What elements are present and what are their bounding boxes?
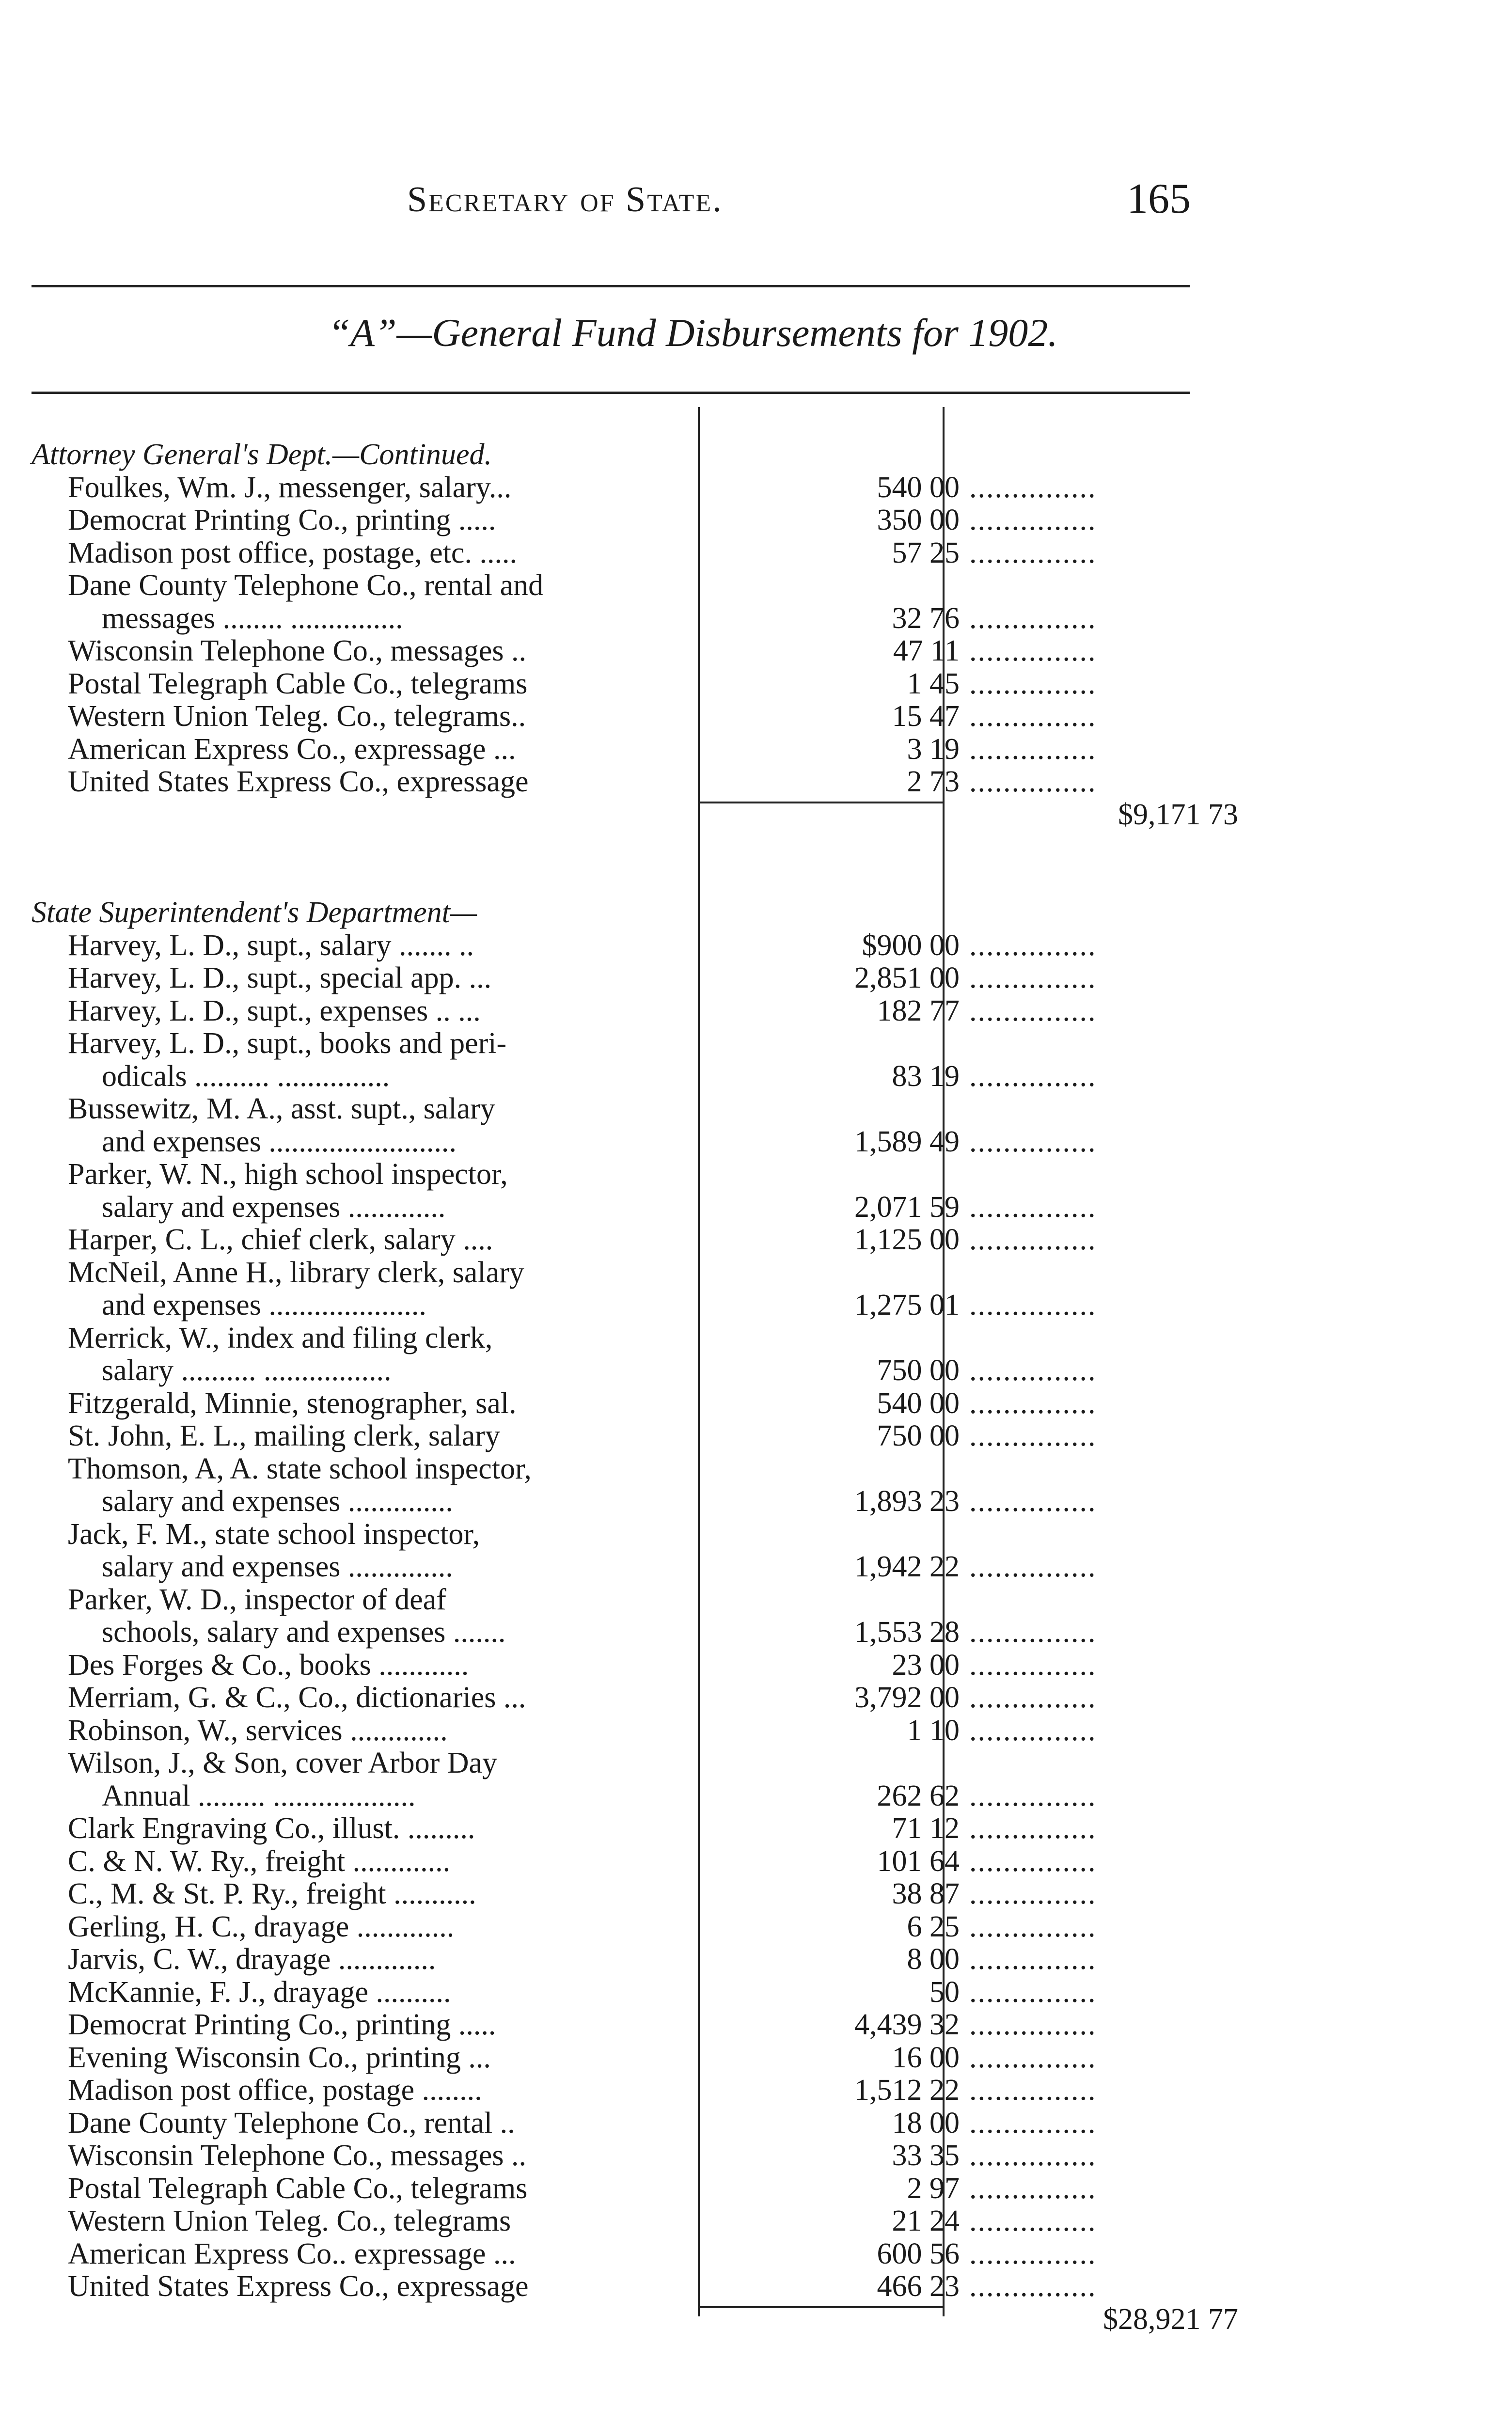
ledger-row (27, 1027, 1485, 1060)
entry-description (68, 537, 695, 570)
entry-text: Thomson, A, A. state school inspector, (68, 1453, 536, 1485)
entry-text: Wilson, J., & Son, cover Arbor Day (68, 1747, 502, 1779)
entry-description (68, 668, 695, 701)
ledger-row (27, 1584, 1485, 1617)
leader-dots: ............... (969, 471, 1097, 504)
entry-description (68, 1453, 695, 1486)
subtotal-rule (698, 802, 943, 803)
entry-description-continued (102, 1551, 695, 1584)
entry-text: Harvey, L. D., supt., expenses .. ... (68, 995, 486, 1027)
entry-text: Merrick, W., index and filing clerk, (68, 1322, 497, 1354)
ledger-row (27, 1715, 1485, 1747)
entry-text: McKannie, F. J., drayage .......... (68, 1976, 456, 2009)
leader-dots: ............... (969, 2205, 1097, 2237)
ledger-row (27, 1158, 1485, 1191)
entry-text: Merriam, G. & C., Co., dictionaries ... (68, 1682, 531, 1714)
entry-text: Evening Wisconsin Co., printing ... (68, 2042, 496, 2074)
entry-description (68, 1682, 695, 1715)
entry-description (68, 1387, 695, 1420)
entry-amount: 8 00 (907, 1943, 960, 1976)
entry-description (68, 995, 695, 1028)
section-heading: Attorney General's Dept.—Continued. (32, 438, 492, 471)
leader-dots: ............... (969, 1420, 1097, 1452)
entry-text: C. & N. W. Ry., freight ............. (68, 1845, 455, 1878)
entry-description (68, 2205, 695, 2238)
entry-amount: 750 00 (877, 1354, 960, 1387)
entry-text: salary .......... ................. (102, 1354, 396, 1387)
entry-description-continued (102, 1616, 695, 1649)
ledger-row (27, 766, 1485, 799)
entry-amount: 32 76 (892, 601, 960, 635)
entry-amount: 38 87 (892, 1877, 960, 1910)
ledger-row (27, 1257, 1485, 1290)
ledger-row (27, 1420, 1485, 1453)
entry-amount: 1,512 22 (854, 2074, 960, 2107)
ledger-row (27, 1485, 1485, 1518)
leader-dots: ............... (969, 733, 1097, 766)
entry-text: Western Union Teleg. Co., telegrams (68, 2205, 516, 2237)
entry-text: Harvey, L. D., supt., special app. ... (68, 962, 496, 994)
entry-text: salary and expenses ............. (102, 1191, 450, 1224)
entry-description (68, 2042, 695, 2075)
entry-amount: 2 73 (907, 765, 960, 798)
entry-description-continued (102, 1191, 695, 1224)
entry-description (68, 635, 695, 668)
entry-description (68, 1257, 695, 1290)
entry-description (68, 1747, 695, 1780)
table-title: “A”—General Fund Disbursements for 1902. (328, 311, 1058, 355)
title-rule (32, 392, 1190, 394)
entry-amount: 1,942 22 (854, 1550, 960, 1583)
entry-amount: 1,553 28 (854, 1616, 960, 1649)
ledger-row (27, 635, 1485, 668)
section-heading: State Superintendent's Department— (32, 896, 477, 929)
entry-description (68, 1322, 695, 1355)
ledger-row (27, 1191, 1485, 1224)
entry-amount: 71 12 (892, 1812, 960, 1845)
entry-text: Harper, C. L., chief clerk, salary .... (68, 1224, 498, 1256)
ledger-row (27, 2107, 1485, 2140)
entry-amount: 16 00 (892, 2041, 960, 2074)
entry-text: Western Union Teleg. Co., telegrams.. (68, 700, 531, 733)
entry-text: Parker, W. D., inspector of deaf (68, 1584, 451, 1616)
entry-text: C., M. & St. P. Ry., freight ........... (68, 1878, 481, 1910)
leader-dots: ............... (969, 1616, 1097, 1649)
entry-description (68, 1715, 695, 1747)
entry-amount: 50 (929, 1975, 960, 2009)
entry-text: schools, salary and expenses ....... (102, 1616, 510, 1649)
entry-amount: 15 47 (892, 700, 960, 733)
leader-dots: ............... (969, 766, 1097, 798)
entry-amount: 83 19 (892, 1059, 960, 1093)
entry-description (68, 2238, 695, 2271)
entry-amount: 600 56 (877, 2237, 960, 2270)
leader-dots: ............... (969, 1551, 1097, 1583)
ledger-row (27, 1682, 1485, 1715)
entry-text: Parker, W. N., high school inspector, (68, 1158, 513, 1191)
entry-description (68, 2009, 695, 2042)
entry-amount: 2,071 59 (854, 1190, 960, 1224)
ledger-row (27, 2172, 1485, 2205)
entry-description (68, 766, 695, 799)
leader-dots: ............... (969, 536, 1097, 569)
ledger-row (27, 1911, 1485, 1944)
ledger-row (27, 995, 1485, 1028)
ledger-row (27, 2009, 1485, 2042)
entry-amount: 47 11 (893, 634, 960, 667)
entry-amount: 4,439 32 (854, 2008, 960, 2041)
entry-description-continued (102, 1126, 695, 1159)
ledger-row (27, 1453, 1485, 1486)
entry-description (68, 1518, 695, 1551)
ledger-row (27, 1812, 1485, 1845)
ledger-row (27, 733, 1485, 766)
leader-dots: ............... (969, 1714, 1097, 1747)
entry-description-continued (102, 1485, 695, 1518)
leader-dots: ............... (969, 602, 1097, 635)
entry-text: and expenses ..................... (102, 1289, 431, 1322)
leader-dots: ............... (969, 1354, 1097, 1387)
entry-text: Democrat Printing Co., printing ..... (68, 2009, 501, 2041)
page-number: 165 (1127, 175, 1191, 222)
ledger-row (27, 2074, 1485, 2107)
running-title: Secretary of State. (407, 180, 723, 220)
entry-description (68, 1911, 695, 1944)
entry-text: salary and expenses .............. (102, 1551, 458, 1583)
leader-dots: ............... (969, 2172, 1097, 2205)
leader-dots: ............... (969, 1845, 1097, 1878)
leader-dots: ............... (969, 1485, 1097, 1518)
ledger-row (27, 962, 1485, 995)
top-rule (32, 285, 1190, 287)
entry-text: McNeil, Anne H., library clerk, salary (68, 1257, 529, 1289)
section-total: $9,171 73 (1118, 798, 1238, 831)
entry-description (68, 504, 695, 537)
leader-dots: ............... (969, 2140, 1097, 2172)
ledger-row (27, 1649, 1485, 1682)
ledger-row (27, 1126, 1485, 1159)
leader-dots: ............... (969, 667, 1097, 700)
entry-text: Postal Telegraph Cable Co., telegrams (68, 668, 532, 700)
leader-dots: ............... (969, 1060, 1097, 1093)
ledger-row (27, 1093, 1485, 1126)
entry-text: Postal Telegraph Cable Co., telegrams (68, 2172, 532, 2205)
entry-description (68, 472, 695, 504)
running-head (0, 174, 1512, 233)
entry-amount: 1,125 00 (854, 1223, 960, 1256)
entry-text: Bussewitz, M. A., asst. supt., salary (68, 1093, 500, 1125)
ledger-row (27, 2205, 1485, 2238)
ledger-row (27, 2042, 1485, 2075)
entry-text: Jack, F. M., state school inspector, (68, 1518, 485, 1551)
entry-text: Dane County Telephone Co., rental .. (68, 2107, 520, 2140)
entry-amount: 23 00 (892, 1648, 960, 1682)
ledger-row (27, 700, 1485, 733)
ledger-row (27, 1780, 1485, 1813)
leader-dots: ............... (969, 2107, 1097, 2140)
leader-dots: ............... (969, 2237, 1097, 2270)
ledger-row (27, 602, 1485, 635)
leader-dots: ............... (969, 635, 1097, 667)
leader-dots: ............... (969, 1289, 1097, 1322)
leader-dots: ............... (969, 2041, 1097, 2074)
ledger-row (27, 504, 1485, 537)
leader-dots: ............... (969, 2074, 1097, 2107)
leader-dots: ............... (969, 1649, 1097, 1682)
entry-amount: 1,275 01 (854, 1289, 960, 1322)
ledger-row (27, 2140, 1485, 2172)
entry-description (68, 2172, 695, 2205)
subtotal-rule (698, 2306, 943, 2308)
entry-description (68, 1158, 695, 1191)
entry-description (68, 700, 695, 733)
entry-text: American Express Co.. expressage ... (68, 2238, 521, 2270)
leader-dots: ............... (969, 1812, 1097, 1845)
ledger-row (27, 569, 1485, 602)
leader-dots: ............... (969, 1224, 1097, 1256)
entry-description (68, 569, 695, 602)
entry-amount: 750 00 (877, 1419, 960, 1452)
leader-dots: ............... (969, 1943, 1097, 1976)
entry-text: United States Express Co., expressage (68, 766, 533, 798)
entry-description (68, 962, 695, 995)
entry-text: American Express Co., expressage ... (68, 733, 521, 766)
section-total-row (27, 2303, 1485, 2336)
entry-text: Dane County Telephone Co., rental and (68, 569, 548, 602)
entry-description-continued (102, 602, 695, 635)
entry-text: messages ........ ............... (102, 602, 408, 635)
ledger-row (27, 1551, 1485, 1584)
leader-dots: ............... (969, 700, 1097, 733)
entry-amount: 1 10 (907, 1714, 960, 1747)
entry-amount: 21 24 (892, 2204, 960, 2237)
entry-description (68, 1584, 695, 1617)
entry-amount: 350 00 (877, 503, 960, 536)
entry-text: Harvey, L. D., supt., books and peri- (68, 1027, 511, 1060)
ledger-row (27, 1322, 1485, 1355)
entry-description (68, 1420, 695, 1453)
entry-text: Gerling, H. C., drayage ............. (68, 1911, 459, 1943)
entry-description (68, 1812, 695, 1845)
leader-dots: ............... (969, 2009, 1097, 2041)
entry-description (68, 1093, 695, 1126)
entry-text: Des Forges & Co., books ............ (68, 1649, 473, 1682)
leader-dots: ............... (969, 1125, 1097, 1158)
entry-text: Foulkes, Wm. J., messenger, salary... (68, 472, 516, 504)
entry-amount: 101 64 (877, 1844, 960, 1878)
ledger-row (27, 1060, 1485, 1093)
entry-description (68, 1845, 695, 1878)
leader-dots: ............... (969, 994, 1097, 1027)
entry-description (68, 1649, 695, 1682)
ledger-row (27, 2238, 1485, 2271)
entry-description (68, 1027, 695, 1060)
entry-text: Madison post office, postage, etc. ..... (68, 537, 522, 569)
ledger-row (27, 1387, 1485, 1420)
entry-amount: 466 23 (877, 2270, 960, 2303)
entry-text: United States Express Co., expressage (68, 2270, 533, 2303)
entry-amount: 1 45 (907, 667, 960, 700)
ledger-row (27, 2270, 1485, 2303)
entry-amount: 540 00 (877, 1386, 960, 1420)
entry-text: Clark Engraving Co., illust. ......... (68, 1812, 480, 1845)
entry-amount: $900 00 (862, 928, 960, 962)
entry-description (68, 1943, 695, 1976)
leader-dots: ............... (969, 1976, 1097, 2009)
entry-description-continued (102, 1780, 695, 1813)
entry-description (68, 1976, 695, 2009)
ledger-row (27, 1616, 1485, 1649)
entry-text: salary and expenses .............. (102, 1485, 458, 1518)
entry-description (68, 2107, 695, 2140)
ledger-row (27, 1289, 1485, 1322)
entry-amount: 2 97 (907, 2171, 960, 2205)
entry-text: Jarvis, C. W., drayage ............. (68, 1943, 441, 1976)
ledger-row (27, 1845, 1485, 1878)
entry-description (68, 2074, 695, 2107)
leader-dots: ............... (969, 1910, 1097, 1943)
ledger-row (27, 929, 1485, 962)
disbursement-ledger (27, 439, 1485, 2336)
entry-amount: 33 35 (892, 2139, 960, 2172)
entry-text: Annual ......... ................... (102, 1780, 421, 1812)
ledger-row (27, 472, 1485, 504)
entry-amount: 182 77 (877, 994, 960, 1027)
entry-description-continued (102, 1060, 695, 1093)
leader-dots: ............... (969, 504, 1097, 536)
entry-amount: 1,589 49 (854, 1125, 960, 1158)
entry-description-continued (102, 1289, 695, 1322)
blank-row (27, 831, 1485, 864)
blank-row (27, 864, 1485, 897)
entry-amount: 3 19 (907, 732, 960, 766)
ledger-row (27, 1518, 1485, 1551)
entry-text: Wisconsin Telephone Co., messages .. (68, 2140, 531, 2172)
entry-description (68, 1224, 695, 1257)
leader-dots: ............... (969, 1387, 1097, 1420)
entry-amount: 262 62 (877, 1779, 960, 1812)
ledger-row (27, 1878, 1485, 1911)
leader-dots: ............... (969, 1878, 1097, 1910)
entry-text: and expenses ......................... (102, 1126, 461, 1158)
entry-text: Robinson, W., services ............. (68, 1715, 453, 1747)
entry-amount: 3,792 00 (854, 1681, 960, 1714)
entry-amount: 2,851 00 (854, 961, 960, 994)
entry-amount: 18 00 (892, 2106, 960, 2140)
entry-amount: 1,893 23 (854, 1485, 960, 1518)
ledger-row (27, 1747, 1485, 1780)
ledger-row (27, 537, 1485, 570)
leader-dots: ............... (969, 962, 1097, 994)
entry-text: Harvey, L. D., supt., salary ....... .. (68, 929, 479, 962)
leader-dots: ............... (969, 1682, 1097, 1714)
leader-dots: ............... (969, 1779, 1097, 1812)
ledger-row (27, 1354, 1485, 1387)
entry-description (68, 733, 695, 766)
entry-description-continued (102, 1354, 695, 1387)
section-total-row (27, 799, 1485, 832)
leader-dots: ............... (969, 1191, 1097, 1224)
entry-description (68, 1878, 695, 1911)
entry-text: Democrat Printing Co., printing ..... (68, 504, 501, 536)
entry-description (68, 2140, 695, 2172)
leader-dots: ............... (969, 929, 1097, 962)
entry-amount: 540 00 (877, 471, 960, 504)
entry-text: Wisconsin Telephone Co., messages .. (68, 635, 531, 667)
entry-description (68, 929, 695, 962)
entry-text: odicals .......... ............... (102, 1060, 394, 1093)
entry-amount: 6 25 (907, 1910, 960, 1943)
entry-description (68, 2270, 695, 2303)
section-total: $28,921 77 (1103, 2302, 1238, 2336)
entry-text: St. John, E. L., mailing clerk, salary (68, 1420, 505, 1452)
ledger-row (27, 1976, 1485, 2009)
leader-dots: ............... (969, 2270, 1097, 2303)
entry-text: Fitzgerald, Minnie, stenographer, sal. (68, 1387, 521, 1420)
entry-text: Madison post office, postage ........ (68, 2074, 487, 2107)
ledger-row (27, 1224, 1485, 1257)
ledger-row (27, 1943, 1485, 1976)
ledger-row (27, 668, 1485, 701)
entry-amount: 57 25 (892, 536, 960, 569)
